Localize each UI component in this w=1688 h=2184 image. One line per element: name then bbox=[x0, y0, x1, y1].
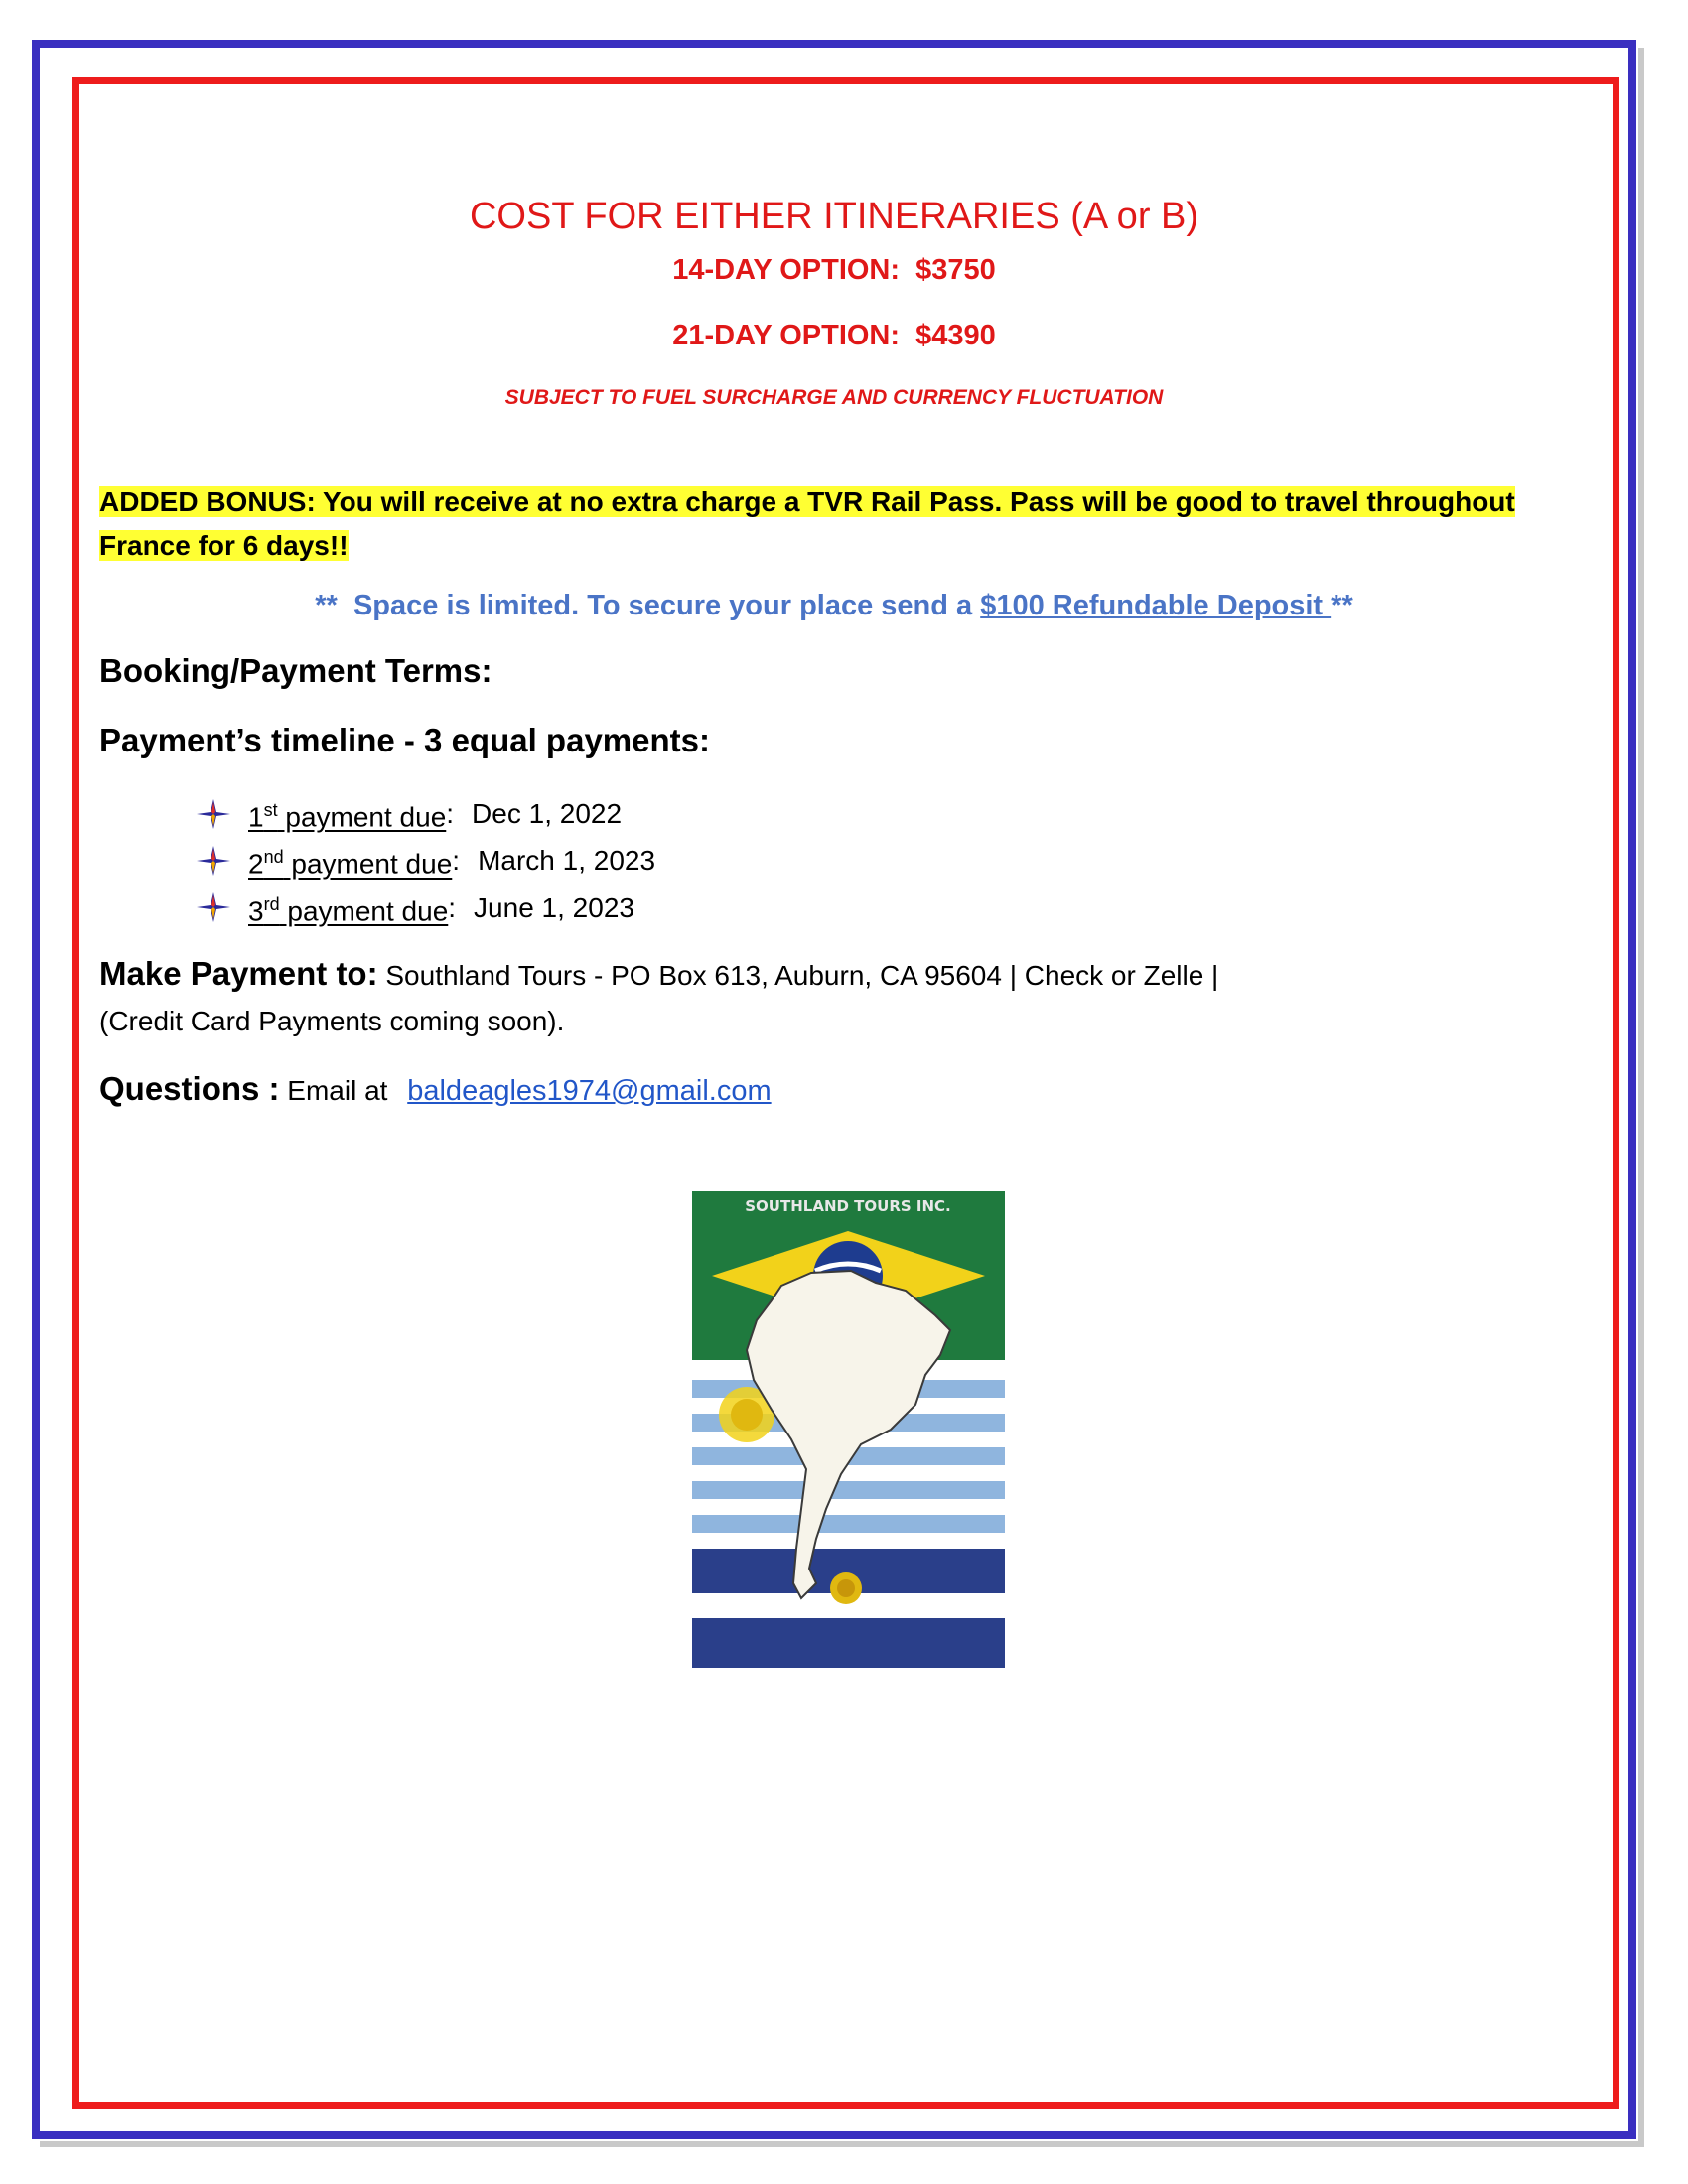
bonus-text: ADDED BONUS: You will receive at no extra charge a TVR Rail Pass. Pass will be good to travel throughout France for 6 days!! bbox=[99, 486, 1515, 561]
payment-date: Dec 1, 2022 bbox=[472, 798, 623, 830]
page-title: COST FOR EITHER ITINERARIES (A or B) bbox=[469, 196, 1199, 237]
payment-label-text: payment due bbox=[283, 848, 453, 880]
option-label: 14-DAY OPTION: bbox=[672, 254, 901, 286]
option-price: $4390 bbox=[915, 320, 996, 351]
make-payment-line2: (Credit Card Payments coming soon). bbox=[99, 1005, 565, 1036]
logo-caption: SOUTHLAND TOURS INC. bbox=[745, 1197, 951, 1215]
surcharge-note: SUBJECT TO FUEL SURCHARGE AND CURRENCY FLUCTUATION bbox=[504, 386, 1164, 409]
list-item: 1st payment due : Dec 1, 2022 bbox=[197, 790, 1569, 837]
payment-label bbox=[248, 885, 448, 931]
list-item: 2nd payment due : March 1, 2023 bbox=[197, 837, 1569, 884]
option-price: $3750 bbox=[915, 254, 996, 286]
payment-label bbox=[248, 837, 452, 884]
payment-ordinal: 2 bbox=[248, 848, 264, 880]
questions-text: Email at bbox=[279, 1074, 396, 1106]
space-suffix: ** bbox=[1331, 590, 1353, 621]
emblem-icon bbox=[830, 1572, 862, 1604]
payment-list bbox=[99, 790, 1569, 931]
payment-ordinal: 3 bbox=[248, 894, 264, 926]
email-link[interactable]: baldeagles1974@gmail.com bbox=[407, 1074, 772, 1107]
option-14-day bbox=[99, 248, 1569, 292]
southland-tours-logo bbox=[692, 1191, 1005, 1668]
timeline-heading: Payment’s timeline - 3 equal payments: bbox=[99, 722, 710, 758]
questions-paragraph bbox=[99, 1066, 1569, 1114]
star-bullet-icon bbox=[197, 846, 230, 876]
make-payment-paragraph bbox=[99, 951, 1569, 1044]
option-21-day bbox=[99, 314, 1569, 357]
booking-heading: Booking/Payment Terms: bbox=[99, 652, 492, 689]
list-item: 3rd payment due : June 1, 2023 bbox=[197, 885, 1569, 931]
payment-label-text: payment due bbox=[277, 801, 447, 833]
payment-date: June 1, 2023 bbox=[474, 891, 634, 923]
document-content bbox=[99, 189, 1569, 1114]
payment-ordinal-suffix: st bbox=[263, 800, 278, 820]
star-bullet-icon bbox=[197, 799, 230, 829]
price-section bbox=[99, 189, 1569, 413]
payment-label-text: payment due bbox=[279, 894, 449, 926]
space-limited-note bbox=[99, 586, 1569, 625]
space-prefix: ** Space is limited. To secure your place send a bbox=[315, 590, 981, 621]
payment-ordinal-suffix: rd bbox=[263, 893, 280, 914]
questions-label: Questions : bbox=[99, 1069, 280, 1107]
star-bullet-icon bbox=[197, 892, 230, 922]
payment-ordinal: 1 bbox=[248, 801, 264, 833]
payment-ordinal-suffix: nd bbox=[263, 847, 284, 868]
make-payment-text: Southland Tours - PO Box 613, Auburn, CA 95604 | Check or Zelle | bbox=[377, 959, 1219, 991]
payment-date: March 1, 2023 bbox=[478, 845, 656, 877]
make-payment-label: Make Payment to: bbox=[99, 954, 378, 992]
bonus-paragraph bbox=[99, 480, 1569, 568]
payment-label bbox=[248, 790, 446, 837]
option-label: 21-DAY OPTION: bbox=[672, 320, 901, 351]
deposit-link[interactable]: $100 Refundable Deposit bbox=[980, 590, 1332, 621]
